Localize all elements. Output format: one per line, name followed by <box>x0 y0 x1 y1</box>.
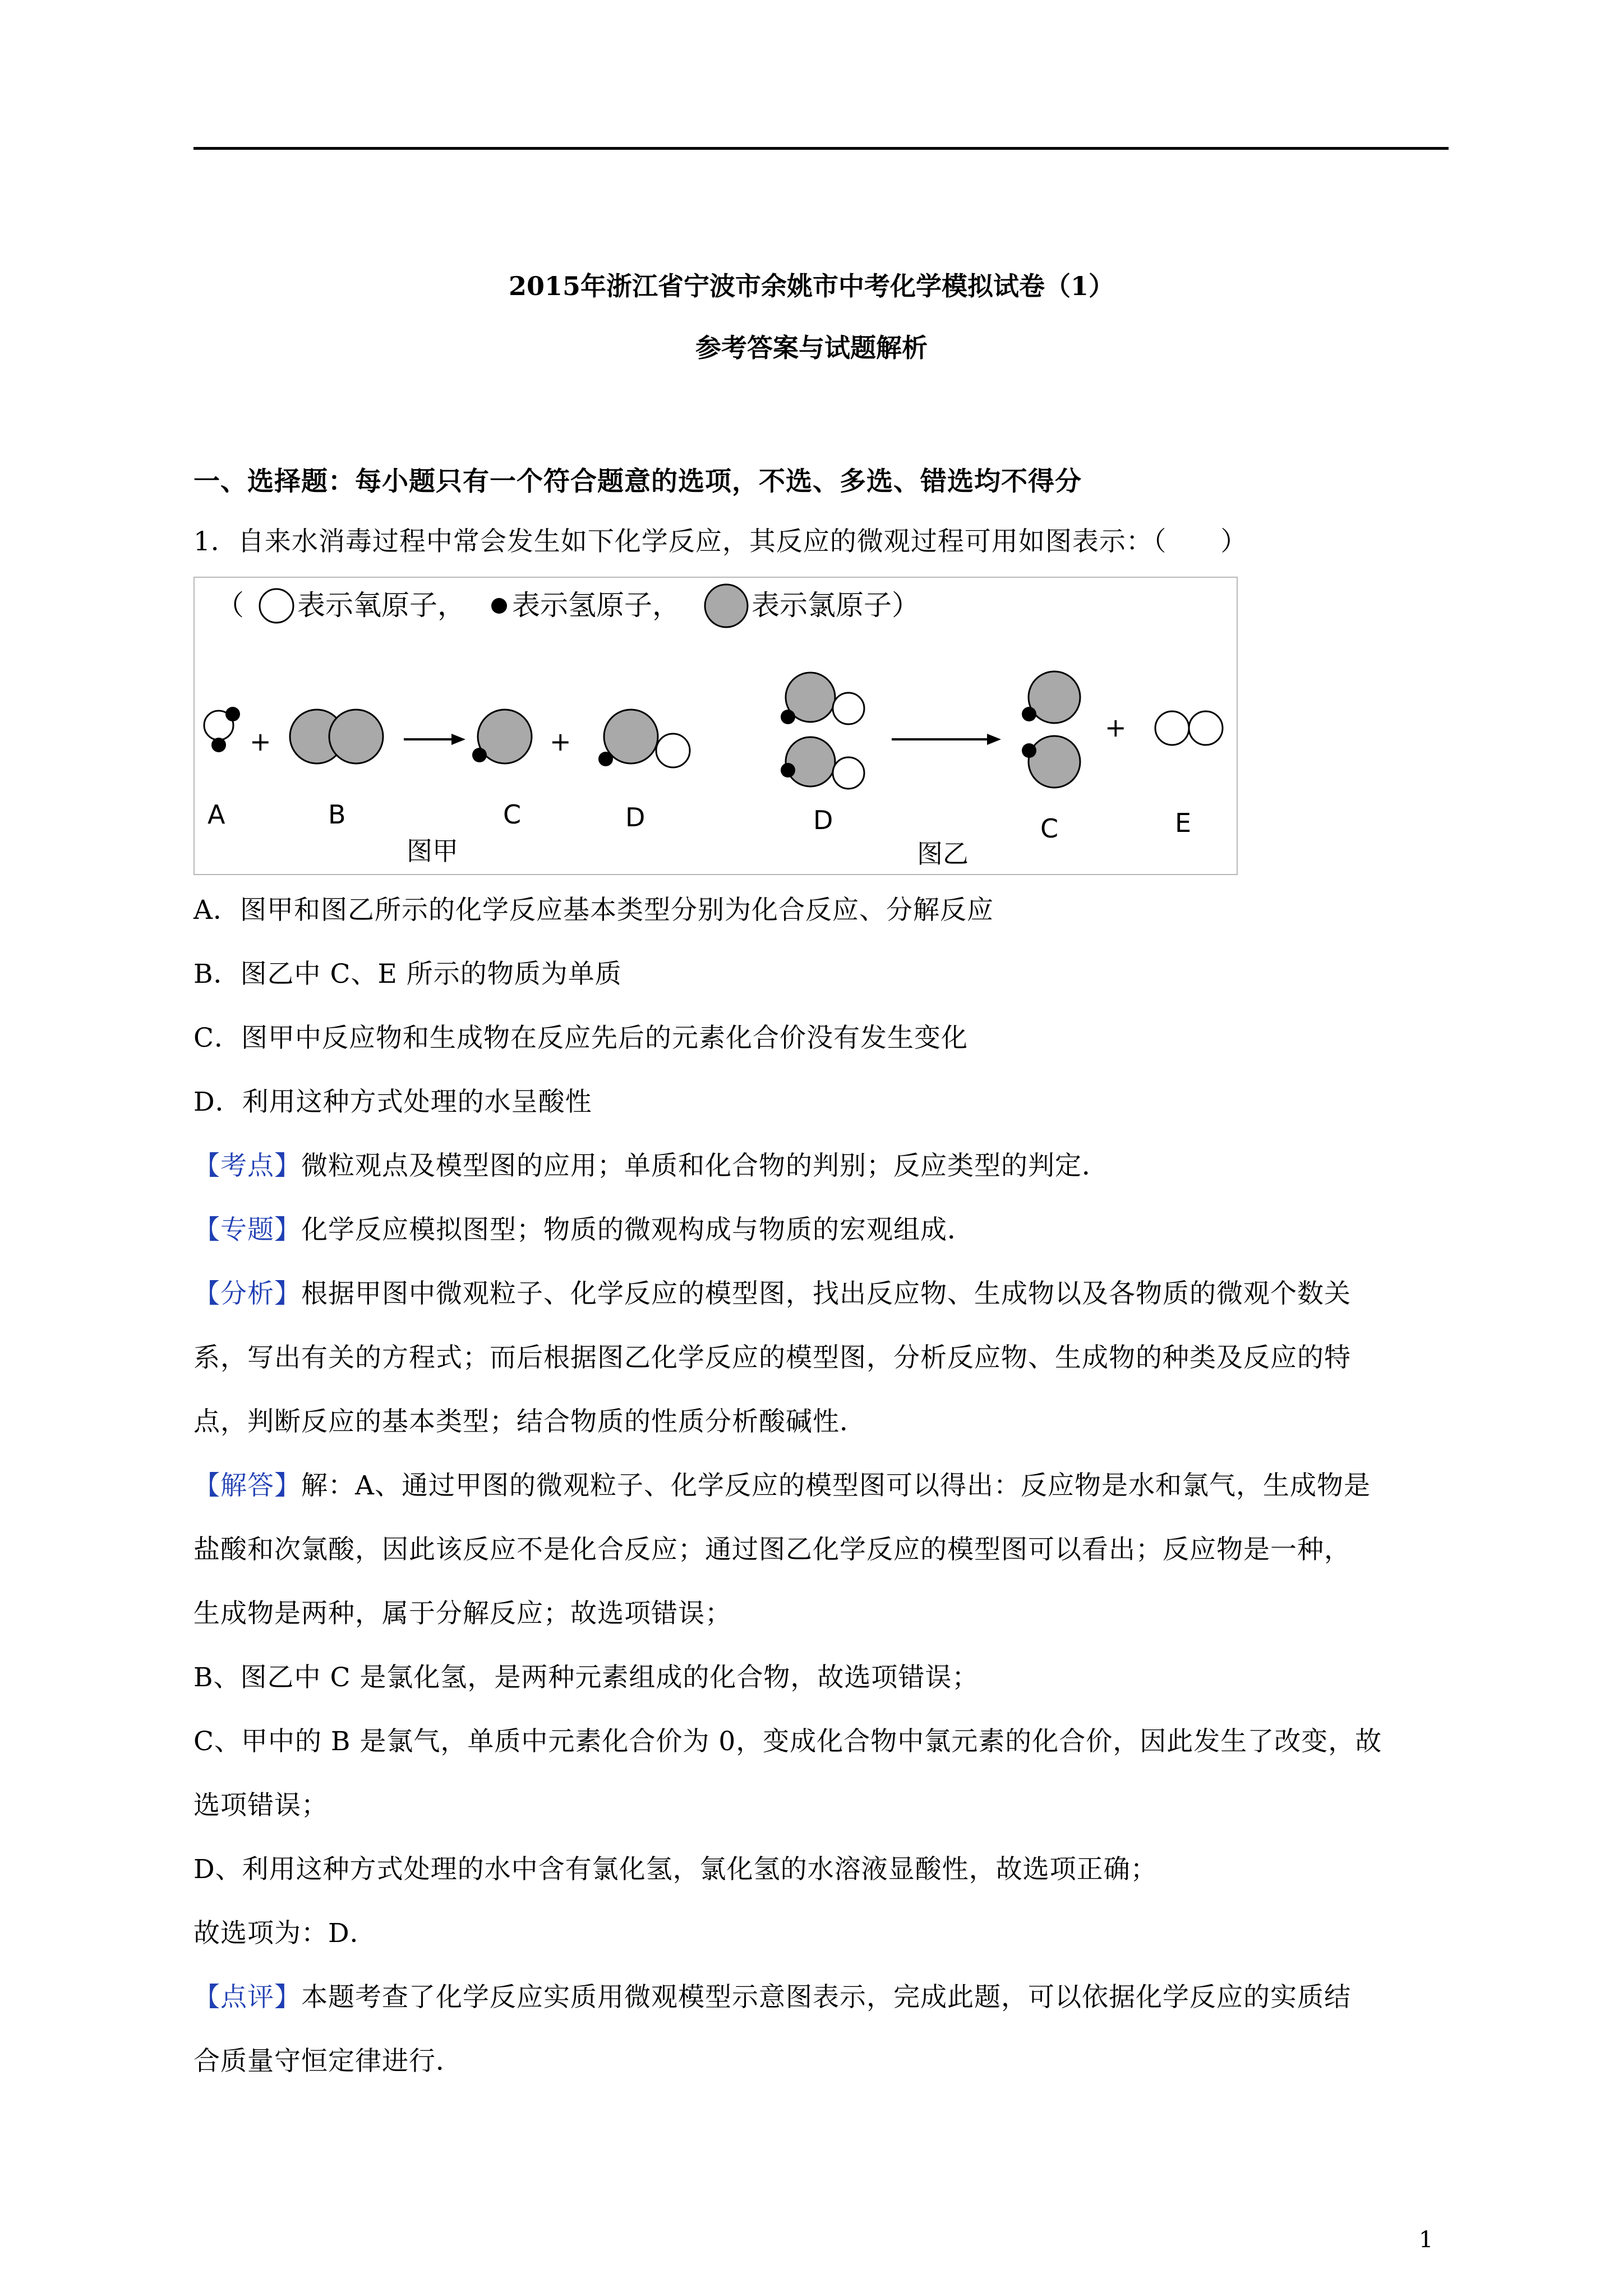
caption-jia: 图甲 <box>407 836 458 866</box>
kaodian-line <box>193 1149 1109 1184</box>
option-b: B．图乙中 C、E 所示的物质为单质 <box>193 959 622 990</box>
legend <box>216 585 920 627</box>
reaction-arrow-yi-icon <box>892 734 1001 745</box>
jieda-line-8: 故选项为：D． <box>193 1918 377 1949</box>
fenxi-line-2: 系，写出有关的方程式；而后根据图乙化学反应的模型图，分析反应物、生成物的种类及反应的特 <box>193 1342 1351 1373</box>
molecule-c-hcl-top <box>1022 671 1080 723</box>
kaodian-text: 微粒观点及模型图的应用；单质和化合物的判别；反应类型的判定． <box>301 1151 1109 1181</box>
legend-chlorine-icon <box>705 585 748 627</box>
legend-part-open: （ <box>216 589 244 622</box>
reaction-arrow-jia-icon <box>404 734 465 745</box>
plus-sign: + <box>550 726 571 757</box>
header-rule <box>193 147 1449 150</box>
caption-yi: 图乙 <box>917 839 969 869</box>
legend-part-chlorine: 表示氯原子） <box>751 589 920 622</box>
legend-part-oxygen: 表示氧原子， <box>297 589 465 622</box>
jieda-line-4: B、图乙中 C 是氯化氢，是两种元素组成的化合物，故选项错误； <box>193 1662 979 1693</box>
label-b: B <box>328 799 346 830</box>
zhuanti-line <box>193 1213 974 1248</box>
fenxi-line-1 <box>193 1277 1351 1312</box>
label-c: C <box>503 799 522 830</box>
document-subtitle: 参考答案与试题解析 <box>695 333 928 363</box>
option-c: C．图甲中反应物和生成物在反应先后的元素化合价没有发生变化 <box>193 1023 968 1053</box>
legend-part-hydrogen: 表示氢原子， <box>512 589 680 622</box>
document-title: 2015年浙江省宁波市余姚市中考化学模拟试卷（1） <box>508 271 1115 301</box>
zhuanti-text: 化学反应模拟图型；物质的微观构成与物质的宏观组成． <box>301 1214 974 1245</box>
jieda-line-7: D、利用这种方式处理的水中含有氯化氢，氯化氢的水溶液显酸性，故选项正确； <box>193 1854 1158 1885</box>
molecule-c-hcl <box>472 710 532 763</box>
dianping-line-1 <box>193 1980 1351 2015</box>
section-heading: 一、选择题：每小题只有一个符合题意的选项，不选、多选、错选均不得分 <box>193 466 1082 497</box>
jieda-line-6: 选项错误； <box>193 1790 328 1821</box>
molecule-c-hcl-bottom <box>1022 736 1080 788</box>
jieda-line-5: C、甲中的 B 是氯气，单质中元素化合价为 0，变成化合物中氯元素的化合价，因此发生了改变，故 <box>193 1726 1382 1757</box>
dianping-tag: 【点评】 <box>193 1982 301 2013</box>
dianping-line-2: 合质量守恒定律进行． <box>193 2046 463 2077</box>
fenxi-text: 根据甲图中微观粒子、化学反应的模型图，找出反应物、生成物以及各物质的微观个数关 <box>301 1278 1351 1309</box>
question-stem: 1．自来水消毒过程中常会发生如下化学反应，其反应的微观过程可用如图表示：（ ） <box>193 526 1248 557</box>
dianping-text: 本题考查了化学反应实质用微观模型示意图表示，完成此题，可以依据化学反应的实质结 <box>301 1982 1351 2013</box>
label-d: D <box>625 802 645 832</box>
plus-sign: + <box>1105 712 1127 743</box>
molecule-d-hclo-bottom <box>781 737 864 789</box>
molecule-a-water <box>204 707 240 752</box>
label-c-yi: C <box>1040 813 1059 844</box>
plus-sign: + <box>250 726 271 757</box>
molecule-b-chlorine <box>290 710 383 763</box>
option-d: D．利用这种方式处理的水呈酸性 <box>193 1087 592 1117</box>
reaction-figure <box>193 577 1237 874</box>
molecule-d-hclo-top <box>781 673 864 724</box>
fenxi-tag: 【分析】 <box>193 1278 301 1309</box>
kaodian-tag: 【考点】 <box>193 1151 301 1181</box>
reaction-diagram <box>193 577 1237 874</box>
label-a: A <box>208 799 225 830</box>
legend-oxygen-icon <box>260 589 293 623</box>
label-e: E <box>1175 808 1192 838</box>
jieda-text: 解：A、通过甲图的微观粒子、化学反应的模型图可以得出：反应物是水和氯气，生成物是 <box>301 1470 1371 1501</box>
jieda-line-2: 盐酸和次氯酸，因此该反应不是化合反应；通过图乙化学反应的模型图可以看出；反应物是一种， <box>193 1534 1351 1565</box>
page-number: 1 <box>1419 2227 1433 2253</box>
legend-hydrogen-icon <box>491 598 507 614</box>
option-a: A．图甲和图乙所示的化学反应基本类型分别为化合反应、分解反应 <box>193 895 994 926</box>
molecule-d-hclo <box>598 710 690 767</box>
jieda-line-1 <box>193 1469 1371 1503</box>
molecule-e-oxygen <box>1155 711 1223 745</box>
jieda-line-3: 生成物是两种，属于分解反应；故选项错误； <box>193 1598 732 1629</box>
zhuanti-tag: 【专题】 <box>193 1214 301 1245</box>
fenxi-line-3: 点，判断反应的基本类型；结合物质的性质分析酸碱性． <box>193 1406 866 1437</box>
label-d-yi: D <box>813 805 833 835</box>
jieda-tag: 【解答】 <box>193 1470 301 1501</box>
